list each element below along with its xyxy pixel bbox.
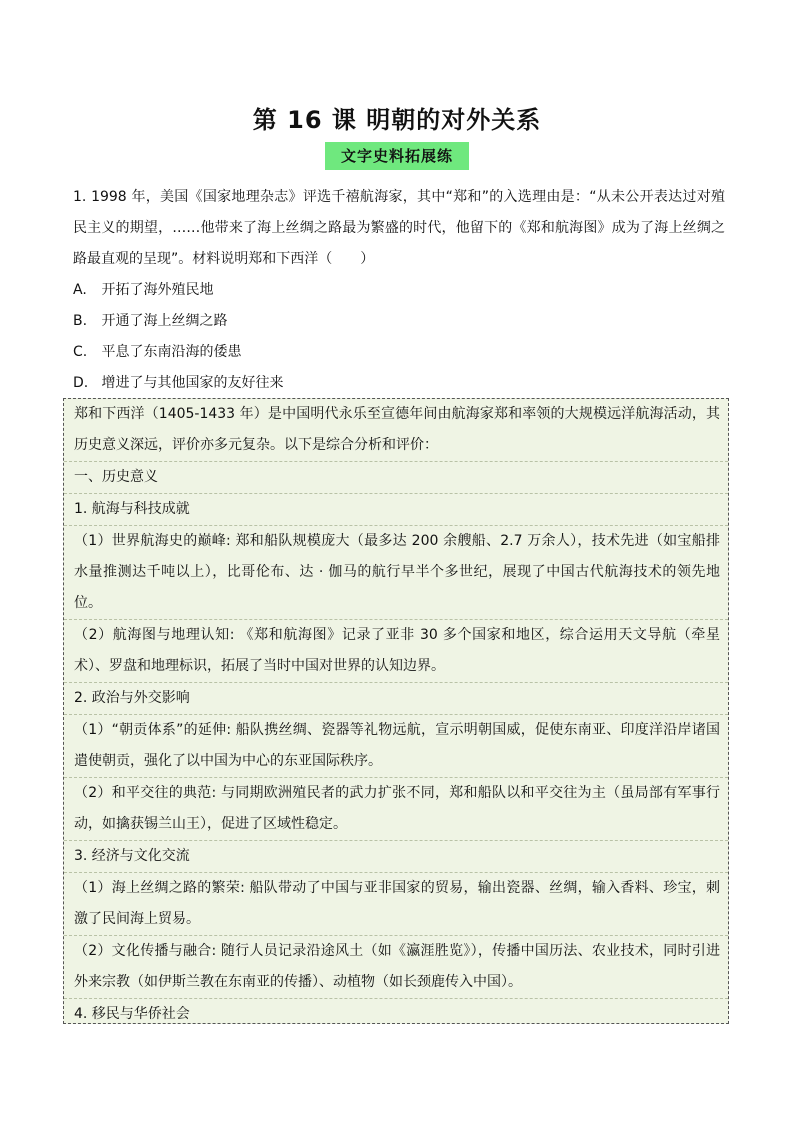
option-b: [73, 306, 725, 337]
analysis-paragraph: 郑和下西洋（1405-1433 年）是中国明代永乐至宣德年间由航海家郑和率领的大规模远洋航海活动，其历史意义深远，评价亦多元复杂。以下是综合分析和评价：: [64, 399, 728, 462]
option-text: 开通了海上丝绸之路: [101, 313, 228, 329]
analysis-box: [63, 398, 729, 1024]
option-text: 开拓了海外殖民地: [101, 282, 214, 298]
analysis-heading: 一、历史意义: [64, 462, 728, 494]
analysis-paragraph: （2）和平交往的典范: 与同期欧洲殖民者的武力扩张不同，郑和船队以和平交往为主（虽局部有军事行动，如擒获锡兰山王），促进了区域性稳定。: [64, 778, 728, 841]
option-text: 增进了与其他国家的友好往来: [101, 375, 284, 391]
analysis-subheading: 4. 移民与华侨社会: [74, 1006, 190, 1022]
option-letter: D.: [73, 375, 89, 391]
analysis-subheading: 3. 经济与文化交流: [64, 841, 728, 873]
option-letter: A.: [73, 282, 87, 298]
section-subtitle: 文字史料拓展练: [325, 142, 469, 170]
analysis-paragraph: （1）“朝贡体系”的延伸: 船队携丝绸、瓷器等礼物远航，宣示明朝国威，促使东南亚、印度洋沿岸诸国遣使朝贡，强化了以中国为中心的东亚国际秩序。: [64, 715, 728, 778]
option-letter: C.: [73, 344, 88, 360]
option-a: [73, 275, 725, 306]
subtitle-wrap: [0, 142, 794, 170]
analysis-subheading: 2. 政治与外交影响: [64, 683, 728, 715]
analysis-paragraph: （1）世界航海史的巅峰: 郑和船队规模庞大（最多达 200 余艘船、2.7 万余人），技术先进（如宝船排水量推测达千吨以上），比哥伦布、达 · 伽马的航行早半个多世纪，展现了中国古代航海技术的领先地位。: [64, 526, 728, 620]
option-c: [73, 337, 725, 368]
option-letter: B.: [73, 313, 88, 329]
page-title: 第 16 课 明朝的对外关系: [252, 106, 542, 134]
analysis-paragraph: （1）海上丝绸之路的繁荣: 船队带动了中国与亚非国家的贸易，输出瓷器、丝绸，输入香料、珍宝，刺激了民间海上贸易。: [64, 873, 728, 936]
analysis-subheading: 1. 航海与科技成就: [64, 494, 728, 526]
analysis-paragraph: （2）文化传播与融合: 随行人员记录沿途风土（如《瀛涯胜览》），传播中国历法、农业技术，同时引进外来宗教（如伊斯兰教在东南亚的传播）、动植物（如长颈鹿传入中国）。: [64, 936, 728, 999]
analysis-paragraph: （2）航海图与地理认知: 《郑和航海图》记录了亚非 30 多个国家和地区，综合运用天文导航（牵星术）、罗盘和地理标识，拓展了当时中国对世界的认知边界。: [64, 620, 728, 683]
option-d: [73, 368, 725, 399]
question-block: [73, 182, 725, 399]
question-stem: 1. 1998 年，美国《国家地理杂志》评选千禧航海家，其中“郑和”的入选理由是：“从未公开表达过对殖民主义的期望，……他带来了海上丝绸之路最为繁盛的时代，他留下的《郑和航海图》成为了海上丝绸之路最直观的呈现”。材料说明郑和下西洋（ ）: [73, 189, 725, 267]
option-text: 平息了东南沿海的倭患: [101, 344, 242, 360]
